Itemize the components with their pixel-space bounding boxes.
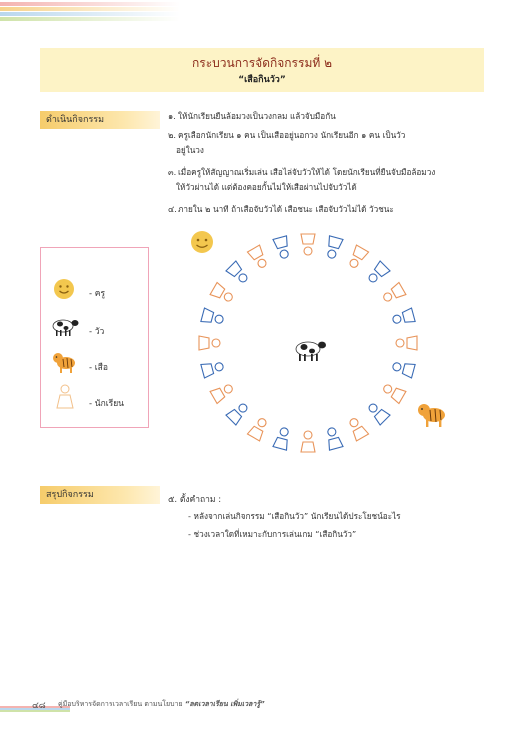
question-heading: ๕. ตั้งคำถาม :	[168, 495, 222, 505]
step-text-continued: ให้วัวผ่านได้ แต่ต้องคอยกั้นไม่ให้เสือผ่านไปจับวัวได้	[176, 182, 357, 192]
legend-label: - เสือ	[89, 363, 108, 373]
step-number: ๓.	[168, 167, 177, 177]
student-figure	[324, 236, 343, 260]
student-figure	[201, 359, 225, 378]
page-number: ๔๘	[32, 701, 46, 711]
student-figure	[391, 308, 415, 327]
legend-item-student	[41, 388, 148, 418]
step-4	[168, 202, 478, 217]
section-tag-activity: ดำเนินกิจกรรม	[40, 111, 160, 129]
activity-title: กระบวนการจัดกิจกรรมที่ ๒	[192, 56, 332, 70]
student-figure	[391, 359, 415, 378]
legend-item-cow	[41, 316, 148, 346]
student-figure	[247, 245, 270, 270]
step-number: ๒.	[168, 130, 176, 140]
student-figure	[365, 261, 390, 286]
step-1	[168, 109, 478, 124]
step-2	[168, 128, 478, 158]
student-figure	[346, 416, 369, 441]
legend-label: - นักเรียน	[89, 399, 124, 409]
activity-title-box	[40, 48, 484, 92]
smiley-face-icon	[53, 278, 75, 300]
student-figure	[210, 282, 235, 305]
student-figure	[226, 261, 251, 286]
student-figure	[199, 336, 220, 350]
footer-book-title	[58, 699, 265, 710]
legend-box	[40, 247, 149, 428]
student-figure	[201, 308, 225, 327]
student-figure	[346, 245, 369, 270]
student-figure	[324, 426, 343, 450]
student-figure	[226, 400, 251, 425]
student-figure	[273, 236, 292, 260]
student-figure	[381, 282, 406, 305]
student-figure	[247, 416, 270, 441]
student-figure	[301, 431, 315, 452]
student-figure	[396, 336, 417, 350]
student-figure	[210, 381, 235, 404]
step-number: ๑.	[168, 111, 176, 121]
cow-in-circle-icon	[296, 342, 326, 361]
step-text: ครูเลือกนักเรียน ๑ คน เป็นเสืออยู่นอกวง นักเรียนอีก ๑ คน เป็นวัว	[178, 130, 406, 140]
step-number: ๔.	[168, 204, 177, 214]
tiger-icon	[51, 350, 79, 374]
step-text: ให้นักเรียนยืนล้อมวงเป็นวงกลม แล้วจับมือกัน	[178, 111, 336, 121]
step-3	[168, 165, 478, 195]
footer-book-name: คู่มือบริหารจัดการเวลาเรียน ตามนโยบาย	[58, 700, 183, 708]
section-tag-summary: สรุปกิจกรรม	[40, 486, 160, 504]
question-item: - หลังจากเล่นกิจกรรม “เสือกินวัว” นักเรียนได้ประโยชน์อะไร	[188, 511, 401, 521]
step-text-continued: อยู่ในวง	[176, 145, 204, 155]
circle-formation-diagram	[180, 225, 460, 460]
legend-label: - ครู	[89, 289, 106, 299]
corner-stripes-decoration	[0, 0, 180, 26]
student-figure	[365, 400, 390, 425]
activity-subtitle: “เสือกินวัว”	[238, 75, 286, 85]
step-text: ภายใน ๒ นาที ถ้าเสือจับวัวได้ เสือชนะ เสือจับวัวไม่ได้ วัวชนะ	[178, 204, 394, 214]
footer-book-emphasis: “ลดเวลาเรียน เพิ่มเวลารู้”	[184, 700, 265, 708]
step-text: เมื่อครูให้สัญญาณเริ่มเล่น เสือไล่จับวัวให้ได้ โดยนักเรียนที่ยืนจับมือล้อมวง	[178, 167, 436, 177]
cow-icon	[49, 316, 79, 338]
student-figure-icon	[55, 384, 75, 410]
question-item: - ช่วงเวลาใดที่เหมาะกับการเล่นเกม “เสือกินวัว”	[188, 529, 357, 539]
student-figure	[301, 234, 315, 255]
student-figure	[273, 426, 292, 450]
legend-item-teacher	[41, 278, 148, 308]
student-figure	[381, 381, 406, 404]
tiger-outside-icon	[418, 404, 445, 427]
teacher-smiley-icon	[191, 231, 213, 253]
legend-item-tiger	[41, 352, 148, 382]
legend-label: - วัว	[89, 327, 105, 337]
